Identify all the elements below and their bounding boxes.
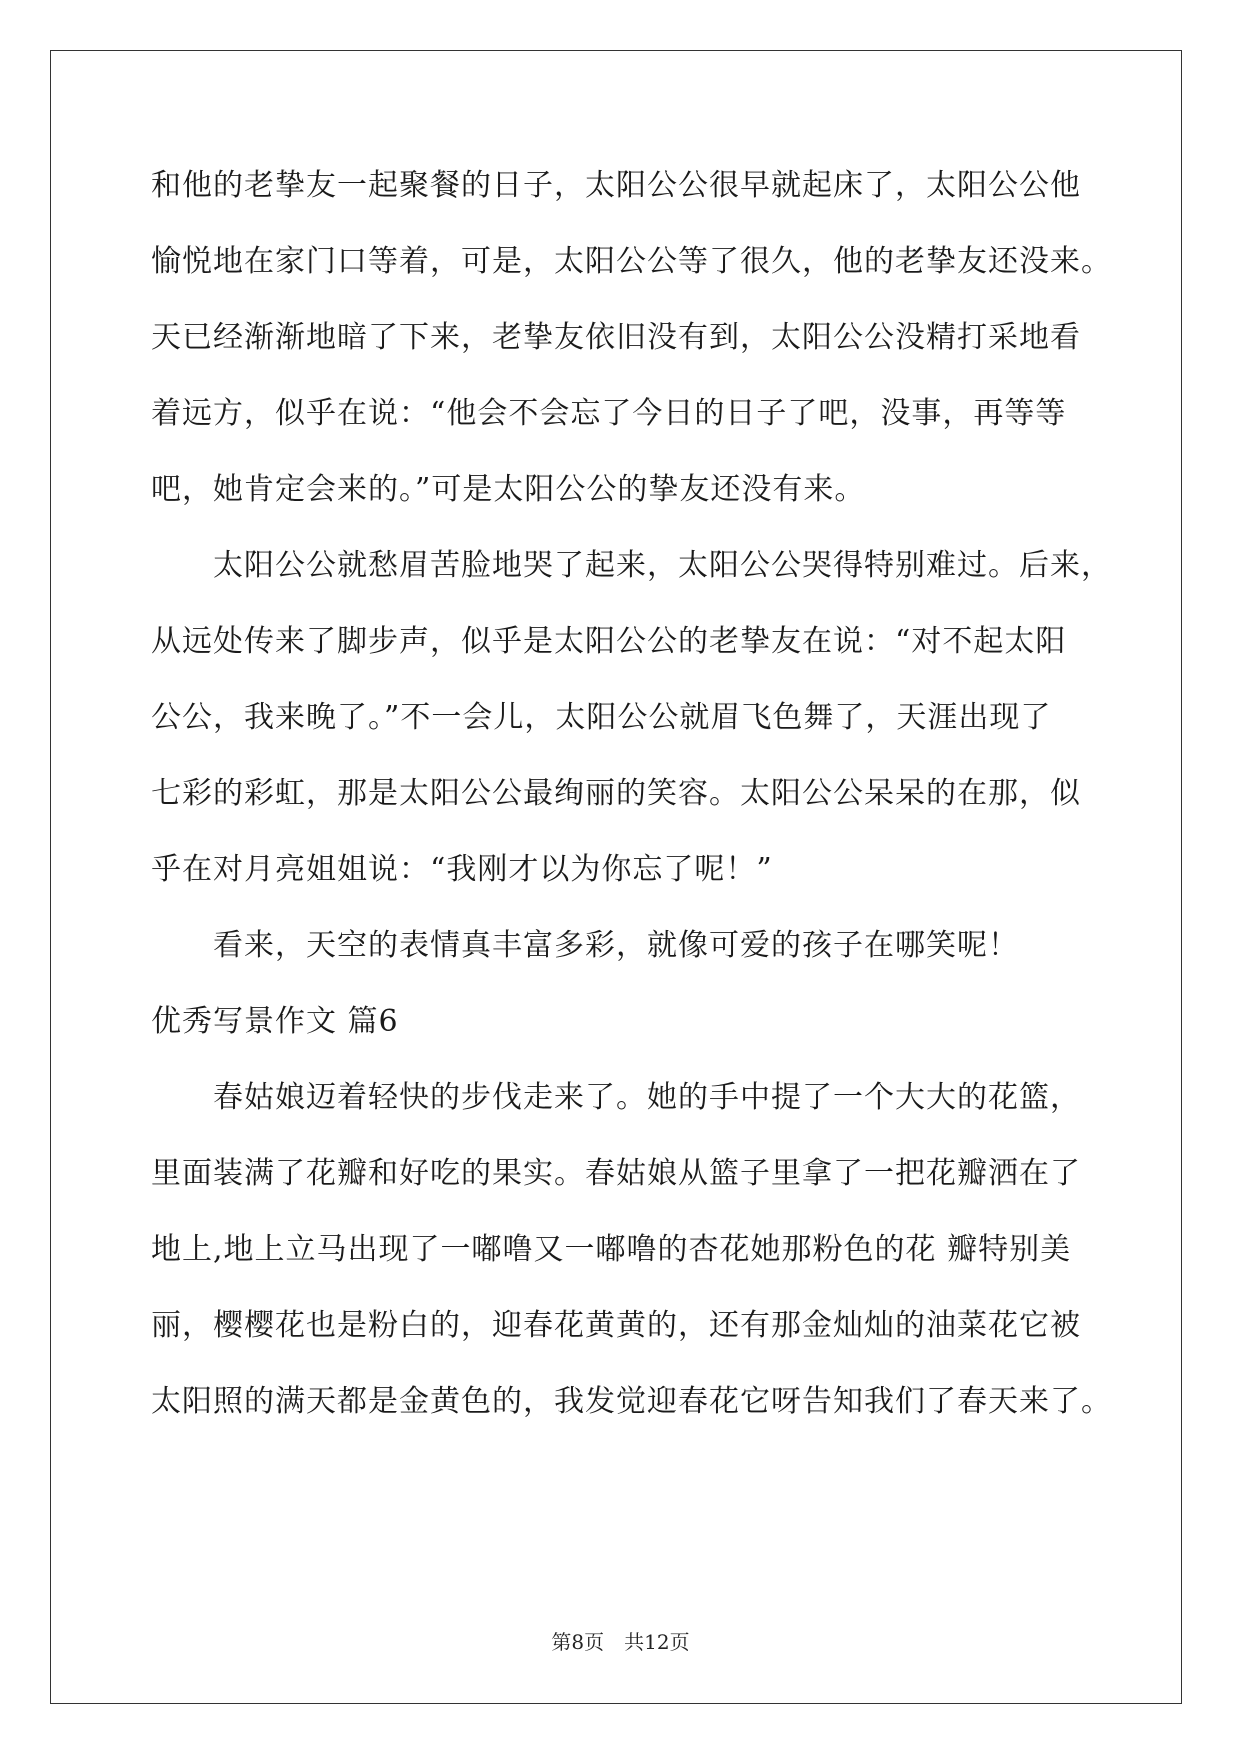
text-line: 着远方，似乎在说：“他会不会忘了今日的日子了吧，没事，再等等: [151, 396, 1067, 431]
section-heading: 优秀写景作文 篇6: [151, 1004, 399, 1039]
text-line: 吧，她肯定会来的。”可是太阳公公的挚友还没有来。: [151, 472, 866, 507]
text-line: 太阳公公就愁眉苦脸地哭了起来，太阳公公哭得特别难过。后来，: [151, 548, 1112, 583]
text-line: 春姑娘迈着轻快的步伐走来了。她的手中提了一个大大的花篮，: [151, 1080, 1081, 1115]
text-line: 丽，樱樱花也是粉白的，迎春花黄黄的，还有那金灿灿的油菜花它被: [151, 1308, 1081, 1343]
text-line: 地上,地上立马出现了一嘟噜又一嘟噜的杏花她那粉色的花 瓣特别美: [151, 1232, 1072, 1267]
text-line: 公公，我来晚了。”不一会儿，太阳公公就眉飞色舞了，天涯出现了: [151, 700, 1052, 735]
text-line: 里面装满了花瓣和好吃的果实。春姑娘从篮子里拿了一把花瓣洒在了: [151, 1156, 1081, 1191]
text-line: 和他的老挚友一起聚餐的日子，太阳公公很早就起床了，太阳公公他: [151, 168, 1081, 203]
document-body: [151, 162, 1112, 1454]
text-line: 乎在对月亮姐姐说：“我刚才以为你忘了呢！”: [151, 852, 773, 887]
page-number-footer: 第8页 共12页: [551, 1630, 690, 1654]
text-line: 太阳照的满天都是金黄色的，我发觉迎春花它呀告知我们了春天来了。: [151, 1384, 1112, 1419]
text-line: 愉悦地在家门口等着，可是，太阳公公等了很久，他的老挚友还没来。: [151, 244, 1112, 279]
text-line: 天已经渐渐地暗了下来，老挚友依旧没有到，太阳公公没精打采地看: [151, 320, 1081, 355]
text-line: 从远处传来了脚步声，似乎是太阳公公的老挚友在说：“对不起太阳: [151, 624, 1067, 659]
text-line: 看来，天空的表情真丰富多彩，就像可爱的孩子在哪笑呢！: [151, 928, 1019, 963]
text-line: 七彩的彩虹，那是太阳公公最绚丽的笑容。太阳公公呆呆的在那，似: [151, 776, 1081, 811]
